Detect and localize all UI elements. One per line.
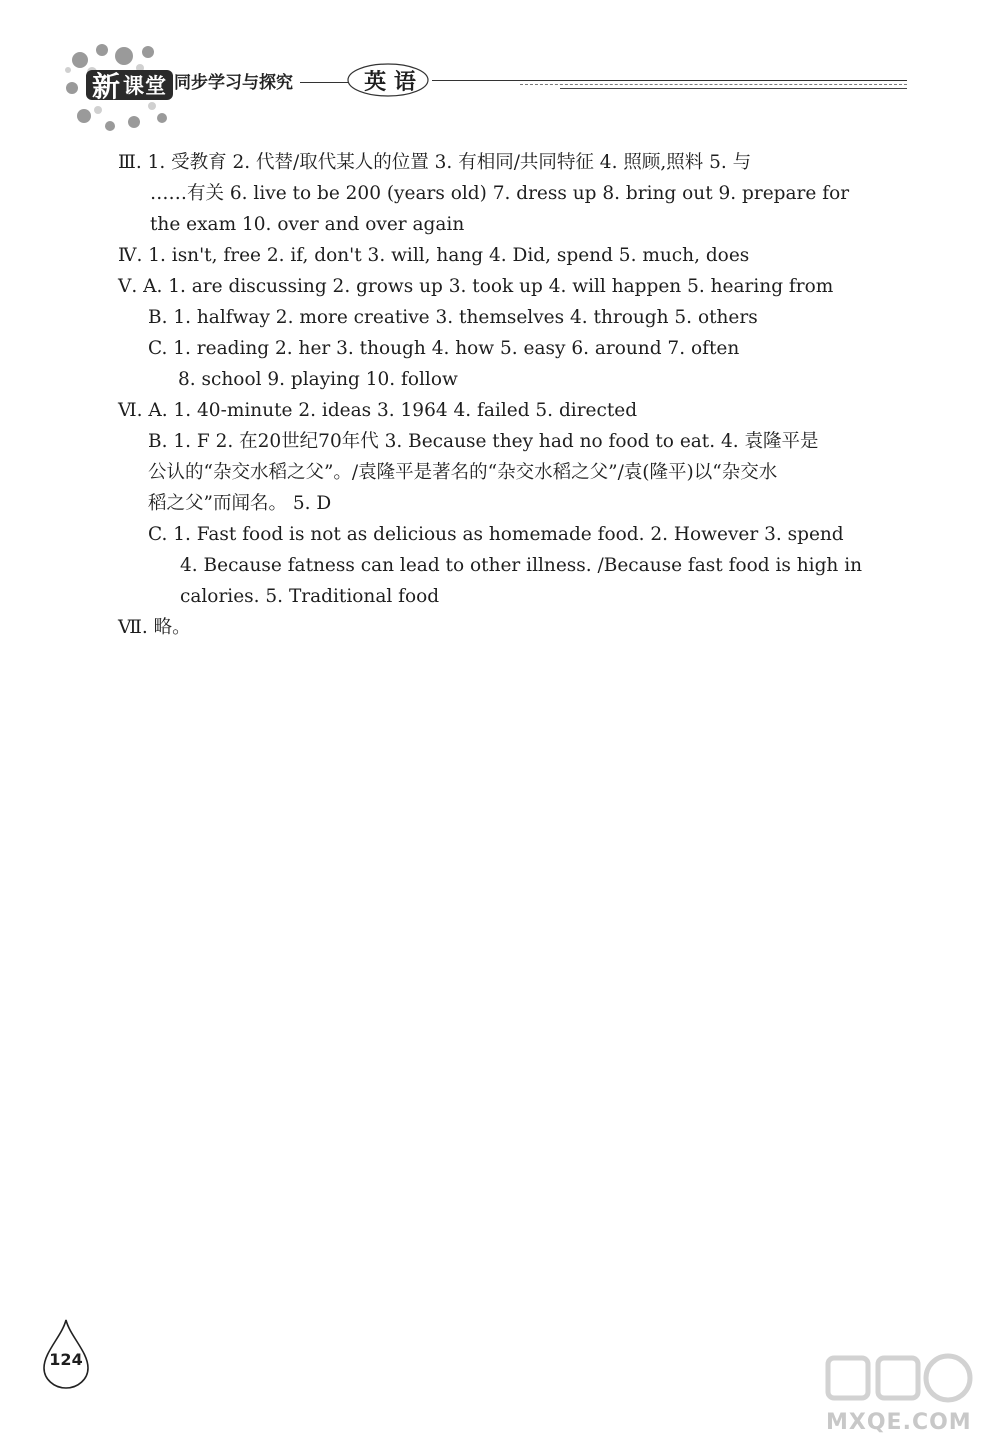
logo-rest: 课堂 xyxy=(123,74,168,98)
subject-label: 英 语 xyxy=(364,68,416,95)
answer-line-6b-3: 稻之父”而闻名。 5. D xyxy=(148,493,332,514)
header-rule-right-lower xyxy=(560,88,907,89)
series-logo xyxy=(86,70,173,103)
logo-big-char: 新 xyxy=(92,70,122,103)
page-number: 124 xyxy=(49,1350,83,1369)
answer-line-6c-2: 4. Because fatness can lead to other illness. /Because fast food is high in xyxy=(180,555,863,576)
page-header xyxy=(0,0,1000,150)
answer-line-5c-2: 8. school 9. playing 10. follow xyxy=(178,369,458,390)
answer-line-3-1: Ⅲ. 1. 受教育 2. 代替/取代某人的位置 3. 有相同/共同特征 4. 照顾,照料 5. 与 xyxy=(118,152,752,173)
answer-line-5c-1: C. 1. reading 2. her 3. though 4. how 5. easy 6. around 7. often xyxy=(148,338,740,359)
answer-line-5b: B. 1. halfway 2. more creative 3. themselves 4. through 5. others xyxy=(148,307,758,328)
answer-line-7: Ⅶ. 略。 xyxy=(118,617,191,638)
header-rule-right-dashed xyxy=(520,84,907,85)
answer-line-5a: Ⅴ. A. 1. are discussing 2. grows up 3. took up 4. will happen 5. hearing from xyxy=(118,276,834,297)
answer-line-6a: Ⅵ. A. 1. 40-minute 2. ideas 3. 1964 4. failed 5. directed xyxy=(118,400,638,421)
answer-line-3-2: ……有关 6. live to be 200 (years old) 7. dress up 8. bring out 9. prepare for xyxy=(150,183,850,204)
watermark-text: MXQE.COM xyxy=(826,1410,972,1435)
header-rule-right xyxy=(432,80,907,81)
answer-line-6b-2: 公认的“杂交水稻之父”。/袁隆平是著名的“杂交水稻之父”/袁(隆平)以“杂交水 xyxy=(148,462,778,483)
series-title: 同步学习与探究 xyxy=(174,73,293,93)
answer-line-6c-1: C. 1. Fast food is not as delicious as homemade food. 2. However 3. spend xyxy=(148,524,844,545)
answer-line-4: Ⅳ. 1. isn't, free 2. if, don't 3. will, hang 4. Did, spend 5. much, does xyxy=(118,245,750,266)
header-rule xyxy=(300,82,348,83)
answer-line-3-3: the exam 10. over and over again xyxy=(150,214,465,235)
answer-line-6c-3: calories. 5. Traditional food xyxy=(180,586,440,607)
answer-line-6b-1: B. 1. F 2. 在20世纪70年代 3. Because they had no food to eat. 4. 袁隆平是 xyxy=(148,431,819,452)
